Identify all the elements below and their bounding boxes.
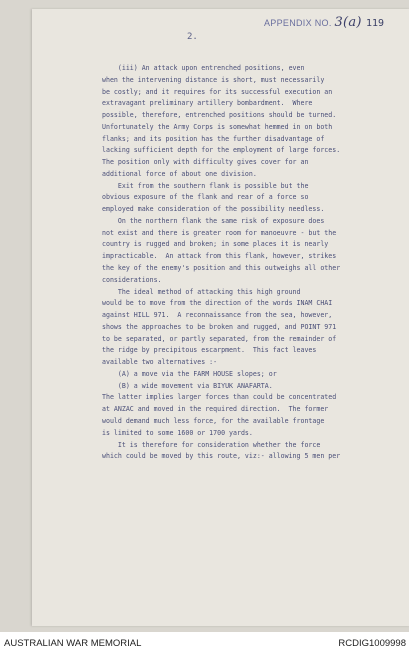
text-line: The ideal method of attacking this high ground [102,287,301,296]
text-line: the ridge by precipitous escarpment. This fact leaves [102,346,317,355]
text-line: to be separated, or partly separated, from the remainder of [102,334,337,343]
text-line: is limited to some 1600 or 1700 yards. [102,428,253,437]
text-line: (A) a move via the FARM HOUSE slopes; or [102,369,277,378]
text-line: Exit from the southern flank is possible but the [102,181,309,190]
text-line: the key of the enemy's position and this outweighs all other [102,264,341,273]
text-line: The position only with difficulty gives cover for an [102,158,309,167]
body-text [102,63,402,463]
text-line: considerations. [102,275,162,284]
text-line: shows the approaches to be broken and rugged, and POINT 971 [102,322,337,331]
page-number: 2. [187,32,198,42]
text-line: impracticable. An attack from this flank, however, strikes [102,252,337,261]
text-line: against HILL 971. A reconnaissance from the sea, however, [102,311,333,320]
appendix-stamp [264,15,362,30]
text-line: additional force of about one division. [102,169,257,178]
text-line: extravagant preliminary artillery bombardment. Where [102,99,313,108]
stamp-label: APPENDIX NO. [264,18,332,28]
footer-bar [0,632,409,654]
text-line: On the northern flank the same risk of exposure does [102,216,325,225]
text-line: at ANZAC and moved in the required direction. The former [102,405,329,414]
footer-institution: AUSTRALIAN WAR MEMORIAL [4,638,142,649]
text-line: would demand much less force, for the available frontage [102,416,325,425]
text-line: The latter implies larger forces than could be concentrated [102,393,337,402]
text-line: employed make consideration of the possibility needless. [102,205,325,214]
text-line: country is rugged and broken; in some places it is nearly [102,240,329,249]
text-line: when the intervening distance is short, must necessarily [102,75,325,84]
text-line: which could be moved by this route, viz:- allowing 5 men per [102,452,341,461]
text-line: lacking sufficient depth for the employment of large forces. [102,146,341,155]
text-line: available two alternatives :- [102,358,218,367]
text-line: flanks; and its position has the further disadvantage of [102,134,325,143]
text-line: (B) a wide movement via BIYUK ANAFARTA. [102,381,273,390]
stamp-handwritten-number: 3(a) [334,15,362,30]
folio-number: 119 [366,18,385,29]
text-line: It is therefore for consideration whether the force [102,440,321,449]
text-line: would be to move from the direction of the words INAM CHAI [102,299,333,308]
text-line: Unfortunately the Army Corps is somewhat hemmed in on both [102,122,333,131]
text-line: be costly; and it requires for its successful execution an [102,87,333,96]
footer-record-id: RCDIG1009998 [338,638,406,649]
text-line: not exist and there is greater room for manoeuvre - but the [102,228,337,237]
text-line: possible, therefore, entrenched positions should be turned. [102,111,337,120]
text-line: obvious exposure of the flank and rear of a force so [102,193,309,202]
text-line: (iii) An attack upon entrenched positions, even [102,64,305,72]
